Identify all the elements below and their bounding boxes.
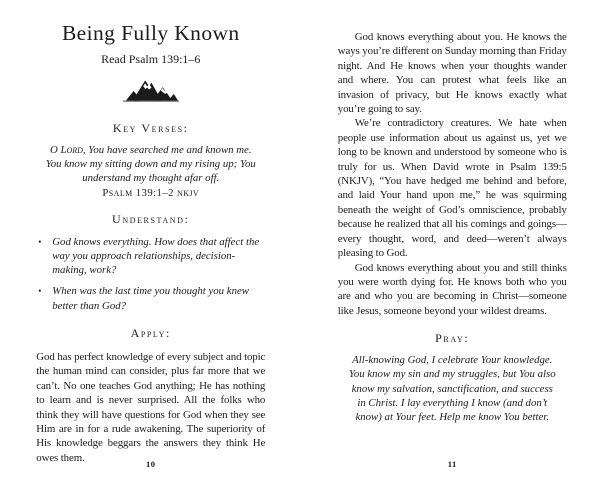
- apply-paragraph: God has perfect knowledge of every subject and topic the human mind can consider, plus far more that we can’t. No one teaches God anything; He has nothing to learn and is never surprised. All the folks who think they will have questions for God when they see Him are in for a rude awakening. The superiority of His knowledge beggars the answers they think He owes them.: [36, 351, 266, 464]
- list-item: [36, 235, 265, 278]
- verse-intro: O: [49, 143, 61, 156]
- body-paragraph: We’re contradictory creatures. We hate when people use information about us against us, yet we long to be known and understood by someone who is truly for us. When David wrote in Psalm 139:5 (NKJV), “You have hedged me behind and before, and laid Your hand upon me,” he was squirming beneath the weight of God’s omniscience, probably because he realized that all his comings and goings—every thought, word, and deed—weren’t always pleasing to God.: [337, 117, 567, 260]
- right-page: [302, 0, 603, 486]
- bullet-icon: •: [38, 286, 42, 297]
- key-verses-heading: Key Verses:: [112, 120, 189, 135]
- page-number-right: 11: [447, 459, 457, 469]
- left-page-column: [36, 0, 265, 465]
- reading-reference: Read Psalm 139:1–6: [101, 51, 201, 66]
- pray-heading: Pray:: [435, 331, 470, 346]
- mountains-icon: [121, 77, 181, 108]
- bullet-text: When was the last time you thought you knew better than God?: [52, 285, 249, 312]
- page-number-left: 10: [146, 459, 156, 469]
- prayer-text: All-knowing God, I celebrate Your knowledge. You know my sin and my struggles, but You also know my salvation, sanctification, and success in Christ. I lay everything I know (and don’t know) at Your feet. Help me know You better.: [348, 354, 556, 424]
- page-title: Being Fully Known: [61, 21, 240, 45]
- bullet-text: God knows everything. How does that affect the way you approach relationships, decision-making, work?: [52, 235, 260, 277]
- right-page-column: [338, 0, 567, 425]
- understand-bullet-list: [36, 235, 265, 313]
- understand-heading: Understand:: [112, 211, 190, 226]
- apply-heading: Apply:: [130, 326, 171, 341]
- body-paragraph: God knows everything about you and still thinks you were worth dying for. He knows both who you are and who you are becoming in Christ—someone like Jesus, someone beyond your wildest dreams.: [337, 261, 567, 317]
- bullet-icon: •: [38, 236, 42, 247]
- verse-lord-smallcaps: Lord: [60, 143, 83, 156]
- verse-rest: , You have searched me and known me. You know my sitting down and my rising up; You understand my thought afar off.: [45, 143, 256, 185]
- body-paragraph: God knows everything about you. He knows the ways you’re different on Sunday morning than Friday night. And He knows when your thoughts wander and where. You can protest what feels like an invasion of privacy, but He knows exactly what you’re going to say.: [337, 31, 567, 116]
- list-item: [36, 284, 265, 313]
- verse-citation: Psalm 139:1–2 nkjv: [102, 186, 200, 199]
- key-verse-text: [43, 143, 258, 186]
